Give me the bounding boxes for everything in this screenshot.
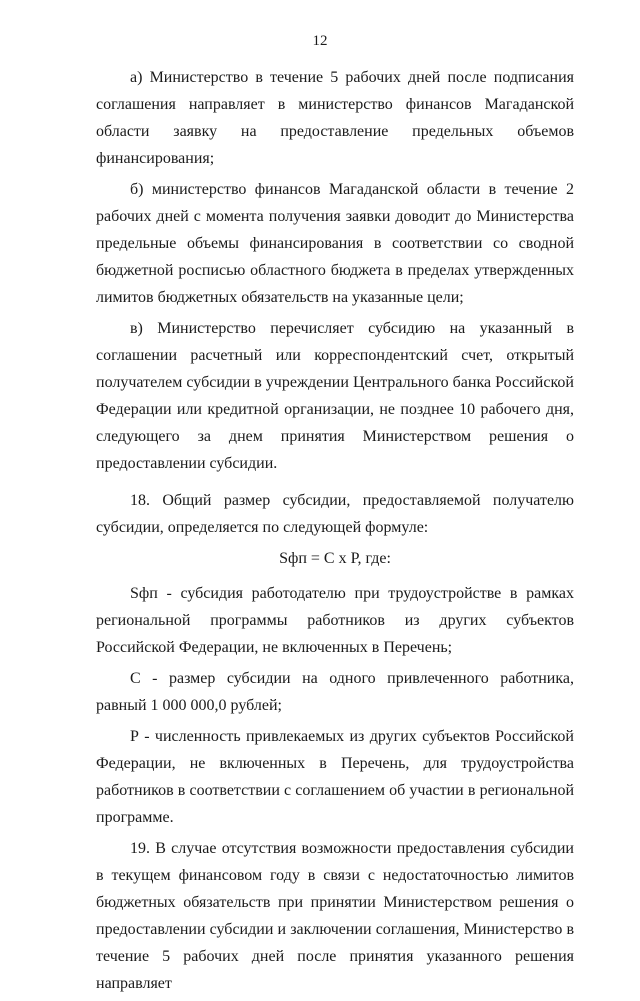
paragraph-b: б) министерство финансов Магаданской области в течение 2 рабочих дней с момента получения заявки доводит до Министерства предельные объемы финансирования в соответствии со сводной бюджетной росписью областного бюджета в пределах утвержденных лимитов бюджетных обязательств на указанные цели; [96,181,574,306]
definition-p: Р - численность привлекаемых из других субъектов Российской Федерации, не включенных в Перечень, для трудоустройства работников в соответствии с соглашением об участии в региональной программе. [96,728,574,826]
paragraph-a: а) Министерство в течение 5 рабочих дней после подписания соглашения направляет в министерство финансов Магаданской области заявку на предоставление предельных объемов финансирования; [96,69,574,167]
paragraph-v: в) Министерство перечисляет субсидию на указанный в соглашении расчетный или корреспондентский счет, открытый получателем субсидии в учреждении Центрального банка Российской Федерации или кредитной организации, не позднее 10 рабочего дня, следующего за днем принятия Министерством решения о предоставлении субсидии. [96,320,574,472]
definition-c: С - размер субсидии на одного привлеченного работника, равный 1 000 000,0 рублей; [96,670,574,714]
paragraph-19: 19. В случае отсутствия возможности предоставления субсидии в текущем финансовом году в связи с недостаточностью лимитов бюджетных обязательств при принятии Министерством решения о предоставлении субсидии и заключении соглашения, Министерство в течение 5 рабочих дней после принятия указанного решения направляет [96,840,574,992]
document-body [96,64,574,1001]
paragraph-18: 18. Общий размер субсидии, предоставляемой получателю субсидии, определяется по следующей формуле: [96,492,574,536]
page-number: 12 [312,33,328,49]
formula: Sфп = С х Р, где: [279,550,391,567]
definition-sfp: Sфп - субсидия работодателю при трудоустройстве в рамках региональной программы работников из других субъектов Российской Федерации, не включенных в Перечень; [96,585,574,656]
